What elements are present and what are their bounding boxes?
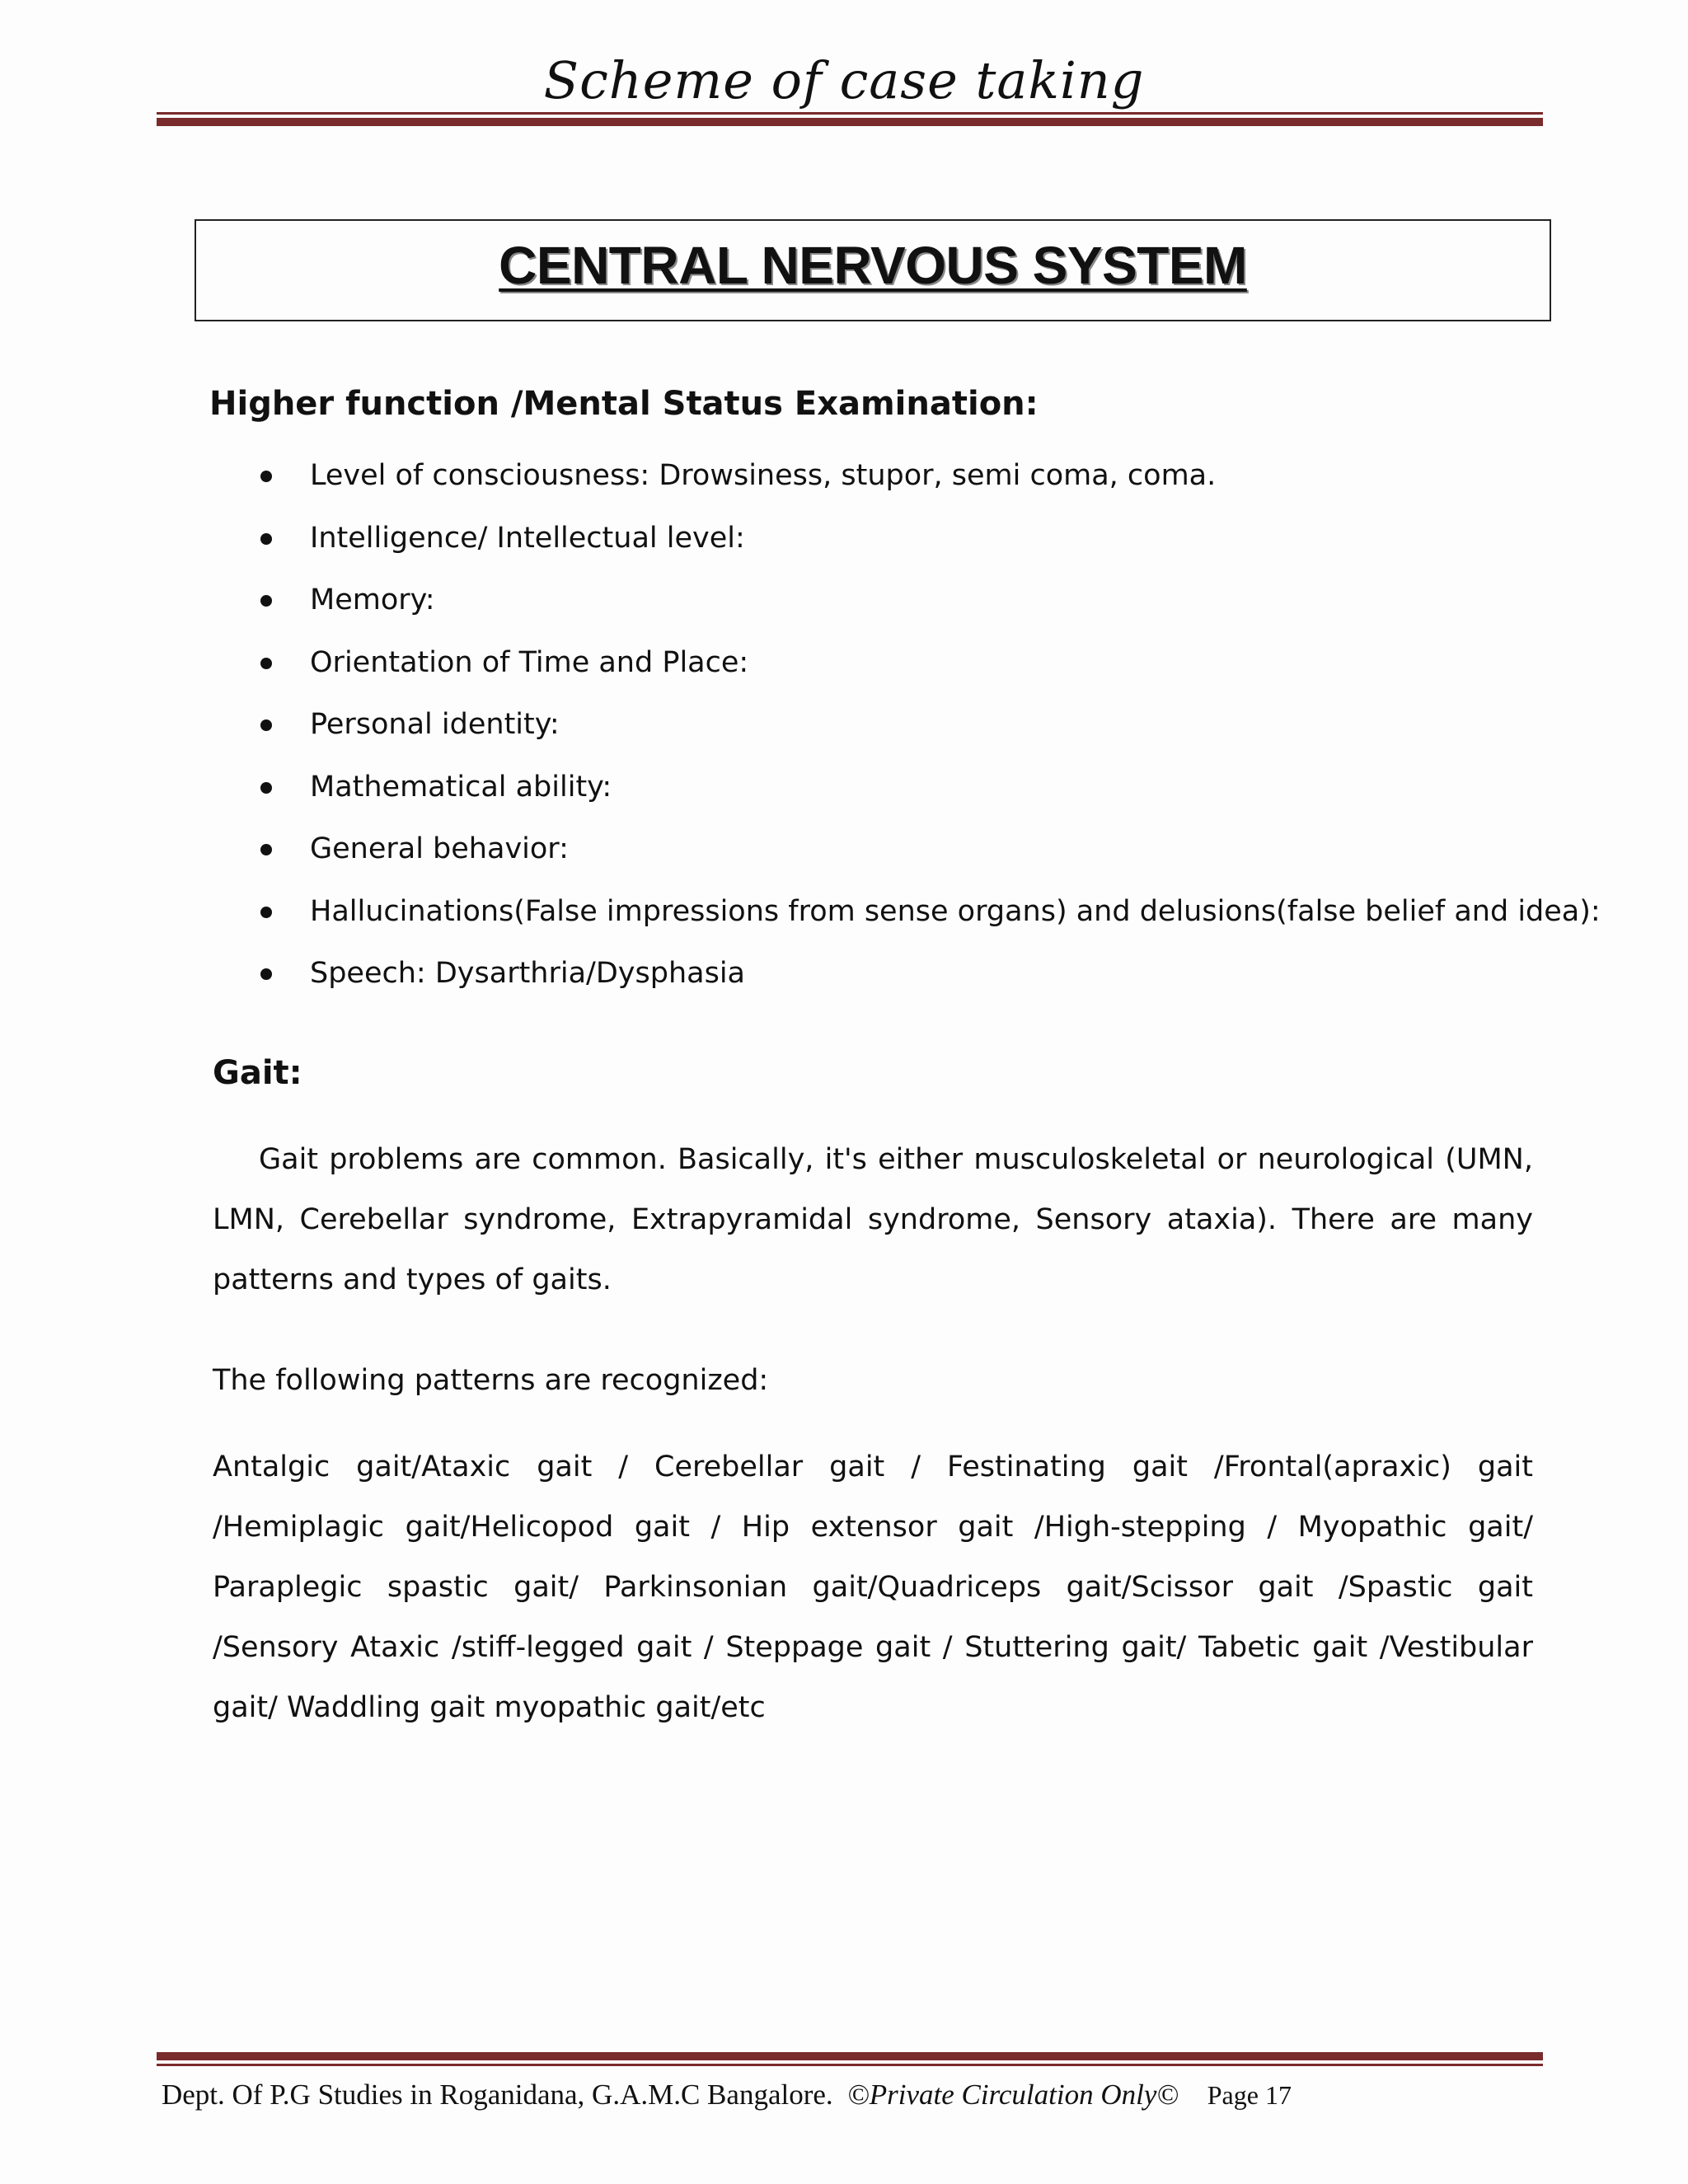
gait-patterns-list: Antalgic gait/Ataxic gait / Cerebellar gait / Festinating gait /Frontal(apraxic) gait /Hemiplagic gait/Helicopod gait / Hip extensor gait /High-stepping / Myopathic gait/ Paraplegic spastic gait/ Parkinsonian gait/Quadriceps gait/Scissor gait /Spastic gait /Sensory Ataxic /stiff-legged gait / Steppage gait / Stuttering gait/ Tabetic gait /Vestibular gait/ Waddling gait myopathic gait/etc bbox=[213, 1451, 1533, 1724]
list-item-text: Hallucinations(False impressions from sense organs) and delusions(false belief and idea): bbox=[310, 894, 1601, 928]
list-item-text: Mathematical ability: bbox=[310, 770, 612, 804]
list-item-text: Orientation of Time and Place: bbox=[310, 645, 749, 679]
bullet-icon bbox=[260, 658, 272, 669]
section-heading-gait: Gait: bbox=[213, 1054, 302, 1092]
list-item bbox=[247, 951, 1601, 1014]
bullet-icon bbox=[260, 533, 272, 545]
list-item-text: Level of consciousness: Drowsiness, stupor, semi coma, coma. bbox=[310, 459, 1217, 492]
section-heading-mental-status: Higher function /Mental Status Examination: bbox=[209, 385, 1039, 423]
list-item bbox=[247, 702, 1601, 765]
gait-intro-paragraph: Gait problems are common. Basically, it's either musculoskeletal or neurological (UMN, LMN, Cerebellar syndrome, Extrapyramidal syndrome, Sensory ataxia). There are many patterns and types of gaits. bbox=[213, 1143, 1533, 1296]
bullet-icon bbox=[260, 595, 272, 607]
footer-circulation: ©Private Circulation Only© bbox=[847, 2079, 1179, 2111]
list-item-text: Intelligence/ Intellectual level: bbox=[310, 521, 745, 555]
bullet-icon bbox=[260, 782, 272, 794]
list-item bbox=[247, 827, 1601, 889]
bullet-icon bbox=[260, 907, 272, 918]
list-item-text: Memory: bbox=[310, 583, 435, 616]
list-item-text: Speech: Dysarthria/Dysphasia bbox=[310, 957, 745, 990]
list-item bbox=[247, 889, 1601, 952]
chapter-title-box bbox=[195, 219, 1551, 321]
list-item bbox=[247, 578, 1601, 640]
footer-dept: Dept. Of P.G Studies in Roganidana, G.A.M.C Bangalore. bbox=[162, 2079, 833, 2111]
footer-divider bbox=[157, 2052, 1543, 2066]
gait-patterns-intro: The following patterns are recognized: bbox=[213, 1364, 769, 1397]
chapter-title: CENTRAL NERVOUS SYSTEM bbox=[499, 236, 1247, 295]
list-item-text: General behavior: bbox=[310, 832, 569, 865]
bullet-icon bbox=[260, 719, 272, 731]
bullet-icon bbox=[260, 968, 272, 980]
bullet-icon bbox=[260, 471, 272, 482]
list-item bbox=[247, 765, 1601, 827]
list-item bbox=[247, 640, 1601, 703]
mental-status-list bbox=[247, 453, 1601, 1014]
bullet-icon bbox=[260, 844, 272, 855]
list-item-text: Personal identity: bbox=[310, 708, 560, 741]
list-item bbox=[247, 516, 1601, 579]
footer-text bbox=[162, 2077, 1292, 2113]
running-header-title: Scheme of case taking bbox=[543, 50, 1145, 110]
page-number: Page 17 bbox=[1207, 2080, 1292, 2110]
header-divider bbox=[157, 112, 1543, 126]
list-item bbox=[247, 453, 1601, 516]
